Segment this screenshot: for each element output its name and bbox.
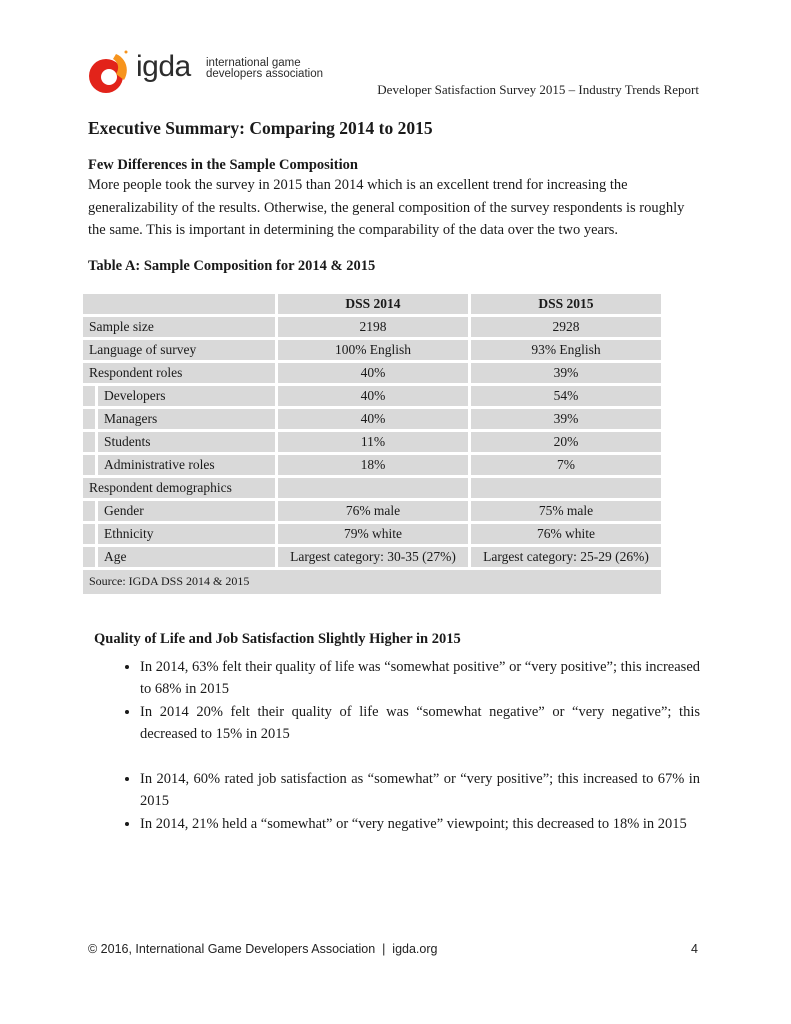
- cell-dss-2015: 93% English: [471, 340, 661, 360]
- cell-dss-2014: 11%: [278, 432, 468, 452]
- row-label: Language of survey: [83, 340, 275, 360]
- row-label: Age: [98, 547, 275, 567]
- row-label: Ethnicity: [98, 524, 275, 544]
- cell-dss-2015: 2928: [471, 317, 661, 337]
- table-row: [83, 432, 661, 452]
- cell-dss-2015: 39%: [471, 363, 661, 383]
- list-item: • In 2014, 63% felt their quality of life was “somewhat positive” or “very positive”; this increased to 68% in 2015: [140, 656, 700, 701]
- row-label: Administrative roles: [98, 455, 275, 475]
- row-label: Gender: [98, 501, 275, 521]
- table-indent-cell: [83, 455, 95, 475]
- section-title: Executive Summary: Comparing 2014 to 2015: [88, 118, 433, 138]
- cell-dss-2014: 40%: [278, 386, 468, 406]
- cell-dss-2014: 18%: [278, 455, 468, 475]
- sample-composition-paragraph: More people took the survey in 2015 than 2014 which is an excellent trend for increasing the generalizability of the results. Otherwise, the general composition of the survey respondents is roughly the same. This is important in determining the comparability of the data over the two years.: [88, 177, 685, 238]
- table-header-row: [83, 294, 661, 314]
- table-row: [83, 501, 661, 521]
- quality-of-life-heading: Quality of Life and Job Satisfaction Slightly Higher in 2015: [94, 630, 461, 647]
- logo-tagline-line1: international game: [206, 57, 301, 69]
- cell-dss-2015: 54%: [471, 386, 661, 406]
- cell-dss-2014: 79% white: [278, 524, 468, 544]
- cell-dss-2014: Largest category: 30-35 (27%): [278, 547, 468, 567]
- table-header-blank: [83, 294, 275, 314]
- table-row: [83, 317, 661, 337]
- table-source-row: [83, 570, 661, 594]
- row-label: Students: [98, 432, 275, 452]
- table-indent-cell: [83, 501, 95, 521]
- cell-dss-2015: Largest category: 25-29 (26%): [471, 547, 661, 567]
- cell-dss-2014: 100% English: [278, 340, 468, 360]
- row-label: Respondent demographics: [83, 478, 275, 498]
- table-indent-cell: [83, 524, 95, 544]
- cell-dss-2014: [278, 478, 468, 498]
- column-header-2014: DSS 2014: [278, 294, 468, 314]
- footer-copyright: © 2016, International Game Developers Association | igda.org: [88, 942, 438, 956]
- sample-composition-heading: Few Differences in the Sample Composition: [88, 157, 358, 173]
- table-row: [83, 478, 661, 498]
- table-body: [83, 317, 661, 567]
- table-source: Source: IGDA DSS 2014 & 2015: [83, 570, 661, 594]
- cell-dss-2015: 7%: [471, 455, 661, 475]
- cell-dss-2015: [471, 478, 661, 498]
- cell-dss-2015: 39%: [471, 409, 661, 429]
- cell-dss-2014: 40%: [278, 363, 468, 383]
- table-indent-cell: [83, 432, 95, 452]
- table-indent-cell: [83, 547, 95, 567]
- sample-composition-table: [80, 291, 664, 597]
- list-item: • In 2014, 60% rated job satisfaction as “somewhat” or “very positive”; this increased to 67% in 2015: [140, 768, 700, 813]
- igda-logo-mark-icon: [86, 44, 134, 100]
- logo-tagline: [206, 58, 323, 80]
- cell-dss-2015: 76% white: [471, 524, 661, 544]
- running-header: Developer Satisfaction Survey 2015 – Industry Trends Report: [377, 82, 699, 97]
- table-row: [83, 455, 661, 475]
- column-header-2015: DSS 2015: [471, 294, 661, 314]
- table-row: [83, 524, 661, 544]
- row-label: Managers: [98, 409, 275, 429]
- cell-dss-2014: 2198: [278, 317, 468, 337]
- list-item: • In 2014, 21% held a “somewhat” or “very negative” viewpoint; this decreased to 18% in 2015: [140, 813, 700, 836]
- page-footer: [88, 942, 698, 956]
- table-row: [83, 363, 661, 383]
- table-indent-cell: [83, 409, 95, 429]
- page-content: [88, 118, 700, 835]
- quality-of-life-list: [88, 656, 700, 836]
- table-title: Table A: Sample Composition for 2014 & 2015: [88, 257, 376, 274]
- cell-dss-2014: 76% male: [278, 501, 468, 521]
- logo-wordmark: igda: [136, 50, 191, 83]
- page-number: 4: [691, 942, 698, 956]
- row-label: Developers: [98, 386, 275, 406]
- cell-dss-2014: 40%: [278, 409, 468, 429]
- list-item: • In 2014 20% felt their quality of life was “somewhat negative” or “very negative”; this decreased to 15% in 2015: [140, 701, 700, 746]
- table-row: [83, 409, 661, 429]
- table-indent-cell: [83, 386, 95, 406]
- table-row: [83, 547, 661, 567]
- row-label: Sample size: [83, 317, 275, 337]
- table-row: [83, 386, 661, 406]
- cell-dss-2015: 20%: [471, 432, 661, 452]
- logo-tagline-line2: developers association: [206, 68, 323, 80]
- table-row: [83, 340, 661, 360]
- cell-dss-2015: 75% male: [471, 501, 661, 521]
- row-label: Respondent roles: [83, 363, 275, 383]
- igda-logo: [86, 44, 326, 100]
